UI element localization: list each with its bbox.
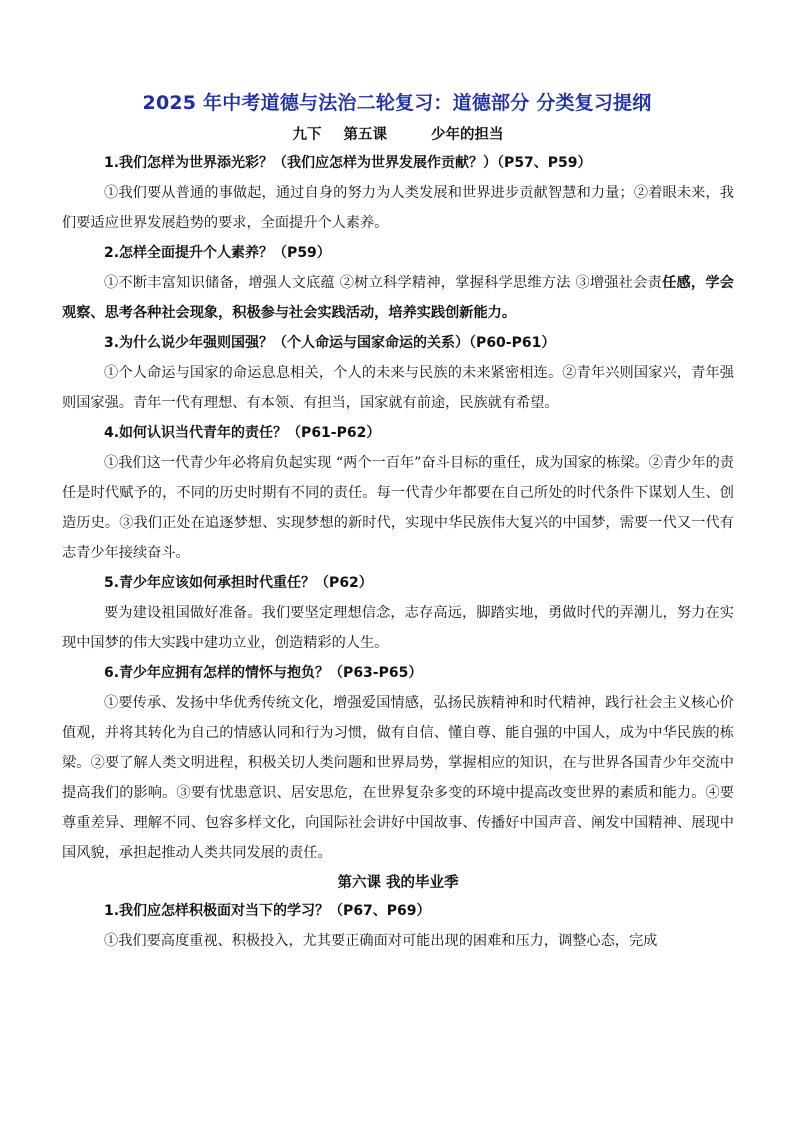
lesson6-question-1: 1.我们应怎样积极面对当下的学习？（P67、P69） <box>104 903 431 919</box>
answer-1: ①我们要从普通的事做起，通过自身的努力为人类发展和世界进步贡献智慧和力量；②着眼未来，我们要适应世界发展趋势的要求，全面提升个人素养。 <box>62 185 734 231</box>
question-3: 3.为什么说少年强则国强？（个人命运与国家命运的关系）（P60-P61） <box>104 335 556 351</box>
question-1: 1.我们怎样为世界添光彩？（我们应怎样为世界发展作贡献？）（P57、P59） <box>104 155 592 171</box>
lesson-name: 少年的担当 <box>431 126 504 143</box>
answer-4: ①我们这一代青少年必将肩负起实现 “两个一百年”奋斗目标的重任，成为国家的栋梁。②青少年的责任是时代赋予的，不同的历史时期有不同的责任。每一代青少年都要在自己所处的时代条件下谋划人生、创造历史。③我们正处在追逐梦想、实现梦想的新时代，实现中华民族伟大复兴的中国梦，需要一代又一代有志青少年接续奋斗。 <box>62 455 734 561</box>
answer-2 <box>62 268 734 328</box>
content-body <box>62 122 734 956</box>
answer-2-bold-text: 任感，学会观察、思考各种社会现象，积极参与社会实践活动，培养实践创新能力。 <box>62 275 734 321</box>
question-4: 4.如何认识当代青年的责任？（P61-P62） <box>104 425 381 441</box>
question-6: 6.青少年应拥有怎样的情怀与抱负？（P63-P65） <box>104 665 423 681</box>
lesson-heading <box>62 122 734 148</box>
question-2: 2.怎样全面提升个人素养？（P59） <box>104 245 331 261</box>
lesson-6-heading: 第六课 我的毕业季 <box>337 874 459 891</box>
answer-6: ①要传承、发扬中华优秀传统文化，增强爱国情感，弘扬民族精神和时代精神，践行社会主义核心价值观，并将其转化为自己的情感认同和行为习惯，做有自信、懂自尊、能自强的中国人，成为中华民族的栋梁。②要了解人类文明进程，积极关切人类问题和世界局势，掌握相应的知识，在与世界各国青少年交流中提高我们的影响。③要有忧患意识、居安思危，在世界复杂多变的环境中提高改变世界的素质和能力。④要尊重差异、理解不同、包容多样文化，向国际社会讲好中国故事、传播好中国声音、阐发中国精神、展现中国风貌，承担起推动人类共同发展的责任。 <box>62 695 734 861</box>
question-5: 5.青少年应该如何承担时代重任？（P62） <box>104 575 373 591</box>
answer-5: 要为建设祖国做好准备。我们要坚定理想信念，志存高远，脚踏实地，勇做时代的弄潮儿，努力在实现中国梦的伟大实践中建功立业，创造精彩的人生。 <box>62 605 734 651</box>
document-title: 2025 年中考道德与法治二轮复习：道德部分 分类复习提纲 <box>142 92 652 114</box>
lesson-grade: 九下 <box>292 126 322 143</box>
lesson-number: 第五课 <box>343 126 387 143</box>
answer-3: ①个人命运与国家的命运息息相关，个人的未来与民族的未来紧密相连。②青年兴则国家兴，青年强则国家强。青年一代有理想、有本领、有担当，国家就有前途，民族就有希望。 <box>62 365 734 411</box>
lesson6-answer-1: ①我们要高度重视、积极投入，尤其要正确面对可能出现的困难和压力，调整心态，完成 <box>104 933 658 949</box>
answer-2-text: ①不断丰富知识储备，增强人文底蕴 ②树立科学精神，掌握科学思维方法 ③增强社会责 <box>104 275 663 291</box>
